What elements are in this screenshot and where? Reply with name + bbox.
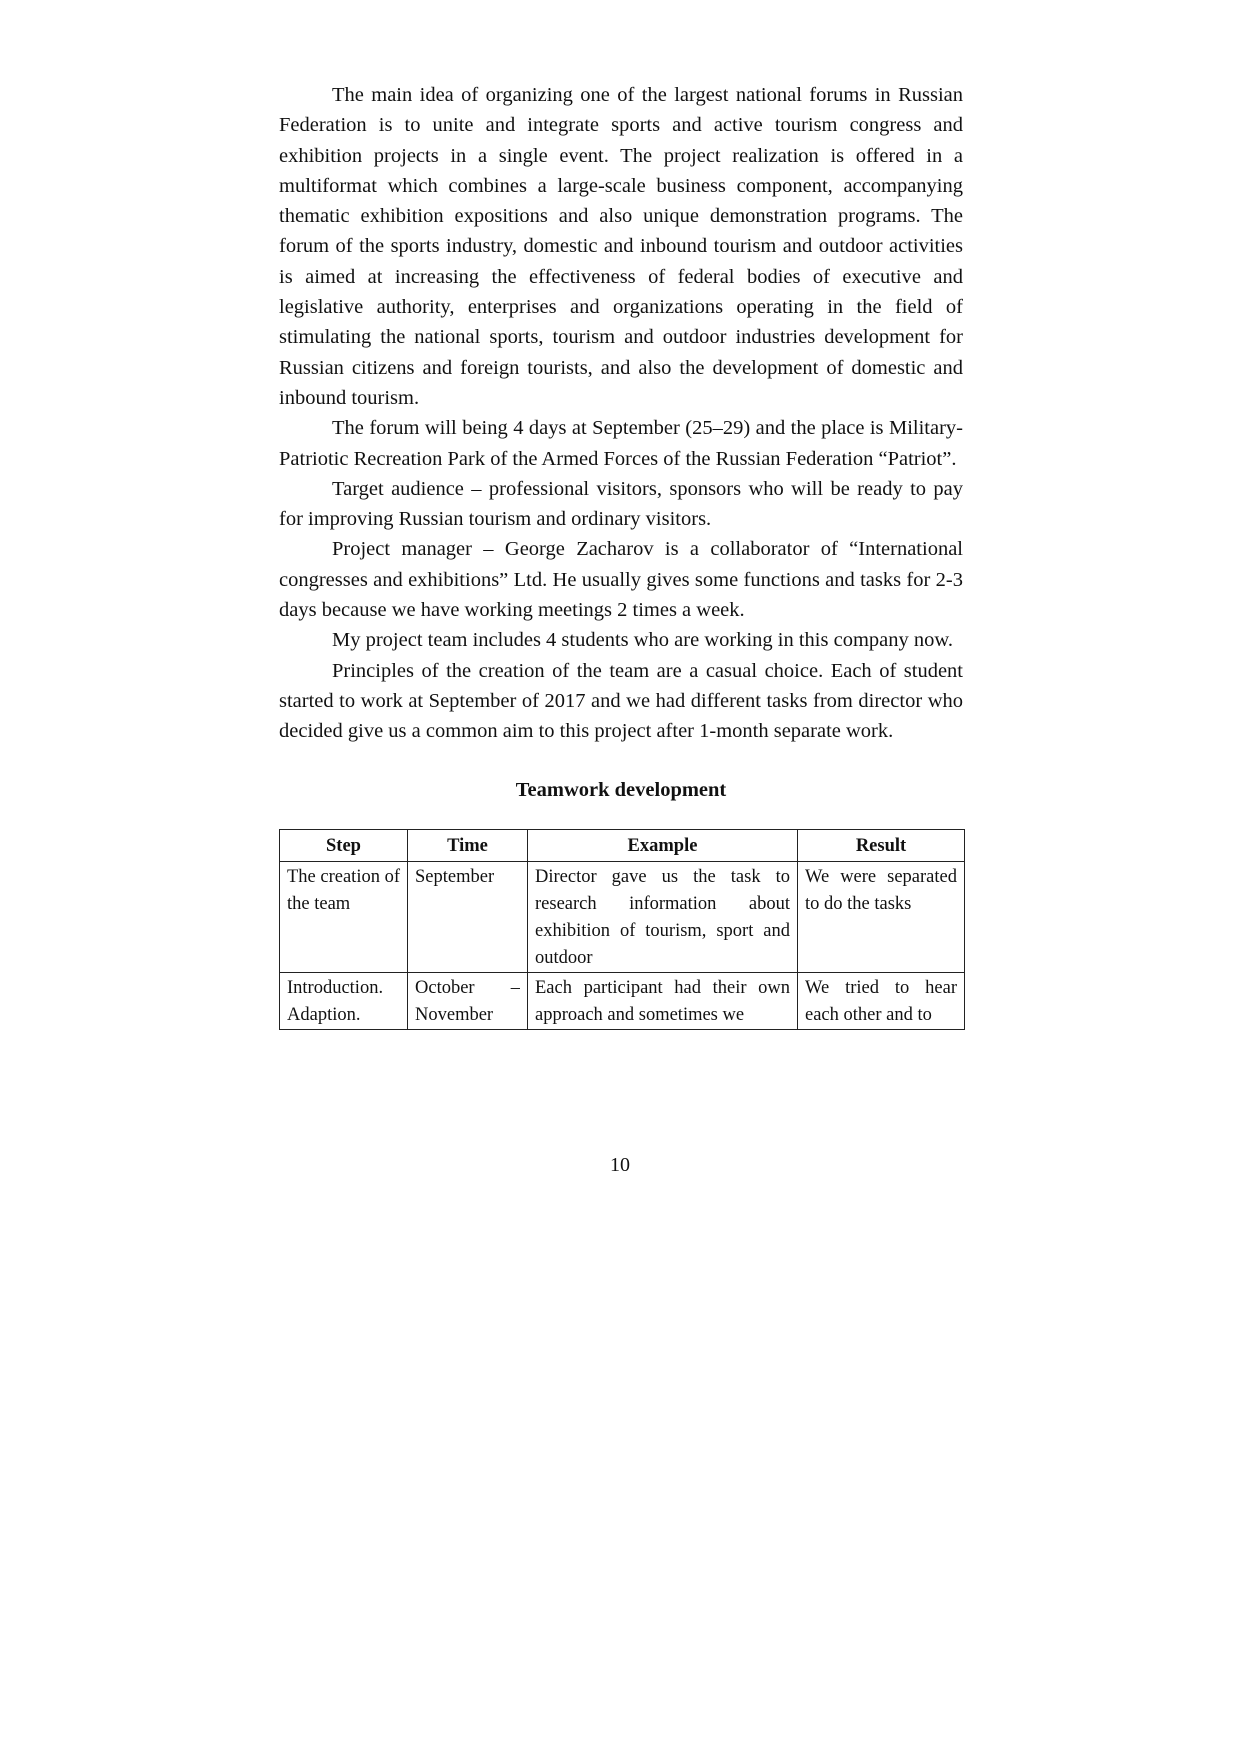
table-header-row bbox=[280, 829, 965, 861]
cell-step: The creation of the team bbox=[280, 861, 408, 972]
cell-result-text: We tried to hear each other and to bbox=[805, 977, 957, 1025]
cell-time: September bbox=[408, 861, 528, 972]
cell-time-text: October – November bbox=[415, 977, 520, 1025]
teamwork-table bbox=[279, 829, 965, 1030]
cell-example bbox=[528, 972, 798, 1029]
page-number: 10 bbox=[610, 1154, 630, 1176]
paragraph-target-audience: Target audience – professional visitors, sponsors who will be ready to pay for improving Russian tourism and ordinary visitors. bbox=[279, 477, 963, 531]
header-time: Time bbox=[408, 829, 528, 861]
header-example: Example bbox=[528, 829, 798, 861]
cell-example-text: Each participant had their own approach and sometimes we bbox=[535, 977, 790, 1025]
table-row bbox=[280, 972, 965, 1029]
header-result: Result bbox=[798, 829, 965, 861]
paragraph-project-manager: Project manager – George Zacharov is a collaborator of “International congresses and exhibitions” Ltd. He usually gives some functions and tasks for 2-3 days because we have working meetings 2 times a week. bbox=[279, 538, 963, 622]
page-content bbox=[279, 80, 963, 1030]
header-step: Step bbox=[280, 829, 408, 861]
cell-step-text: Introduction. Adaption. bbox=[287, 977, 384, 1025]
cell-step bbox=[280, 972, 408, 1029]
cell-result: We were separated to do the tasks bbox=[798, 861, 965, 972]
table-row bbox=[280, 861, 965, 972]
cell-result bbox=[798, 972, 965, 1029]
cell-example: Director gave us the task to research information about exhibition of tourism, sport and outdoor bbox=[528, 861, 798, 972]
paragraph-forum-dates: The forum will being 4 days at September (25–29) and the place is Military-Patriotic Recreation Park of the Armed Forces of the Russian Federation “Patriot”. bbox=[279, 417, 963, 470]
paragraph-project-team: My project team includes 4 students who are working in this company now. bbox=[332, 629, 953, 652]
cell-time bbox=[408, 972, 528, 1029]
table-title: Teamwork development bbox=[515, 778, 727, 801]
paragraph-team-principles: Principles of the creation of the team are a casual choice. Each of student started to work at September of 2017 and we had different tasks from director who decided give us a common aim to this project after 1-month separate work. bbox=[279, 659, 963, 743]
paragraph-forum-idea: The main idea of organizing one of the largest national forums in Russian Federation is to unite and integrate sports and active tourism congress and exhibition projects in a single event. The project realization is offered in a multiformat which combines a large-scale business component, accompanying thematic exhibition expositions and also unique demonstration programs. The forum of the sports industry, domestic and inbound tourism and outdoor activities is aimed at increasing the effectiveness of federal bodies of executive and legislative authority, enterprises and organizations operating in the field of stimulating the national sports, tourism and outdoor industries development for Russian citizens and foreign tourists, and also the development of domestic and inbound tourism. bbox=[279, 84, 963, 409]
